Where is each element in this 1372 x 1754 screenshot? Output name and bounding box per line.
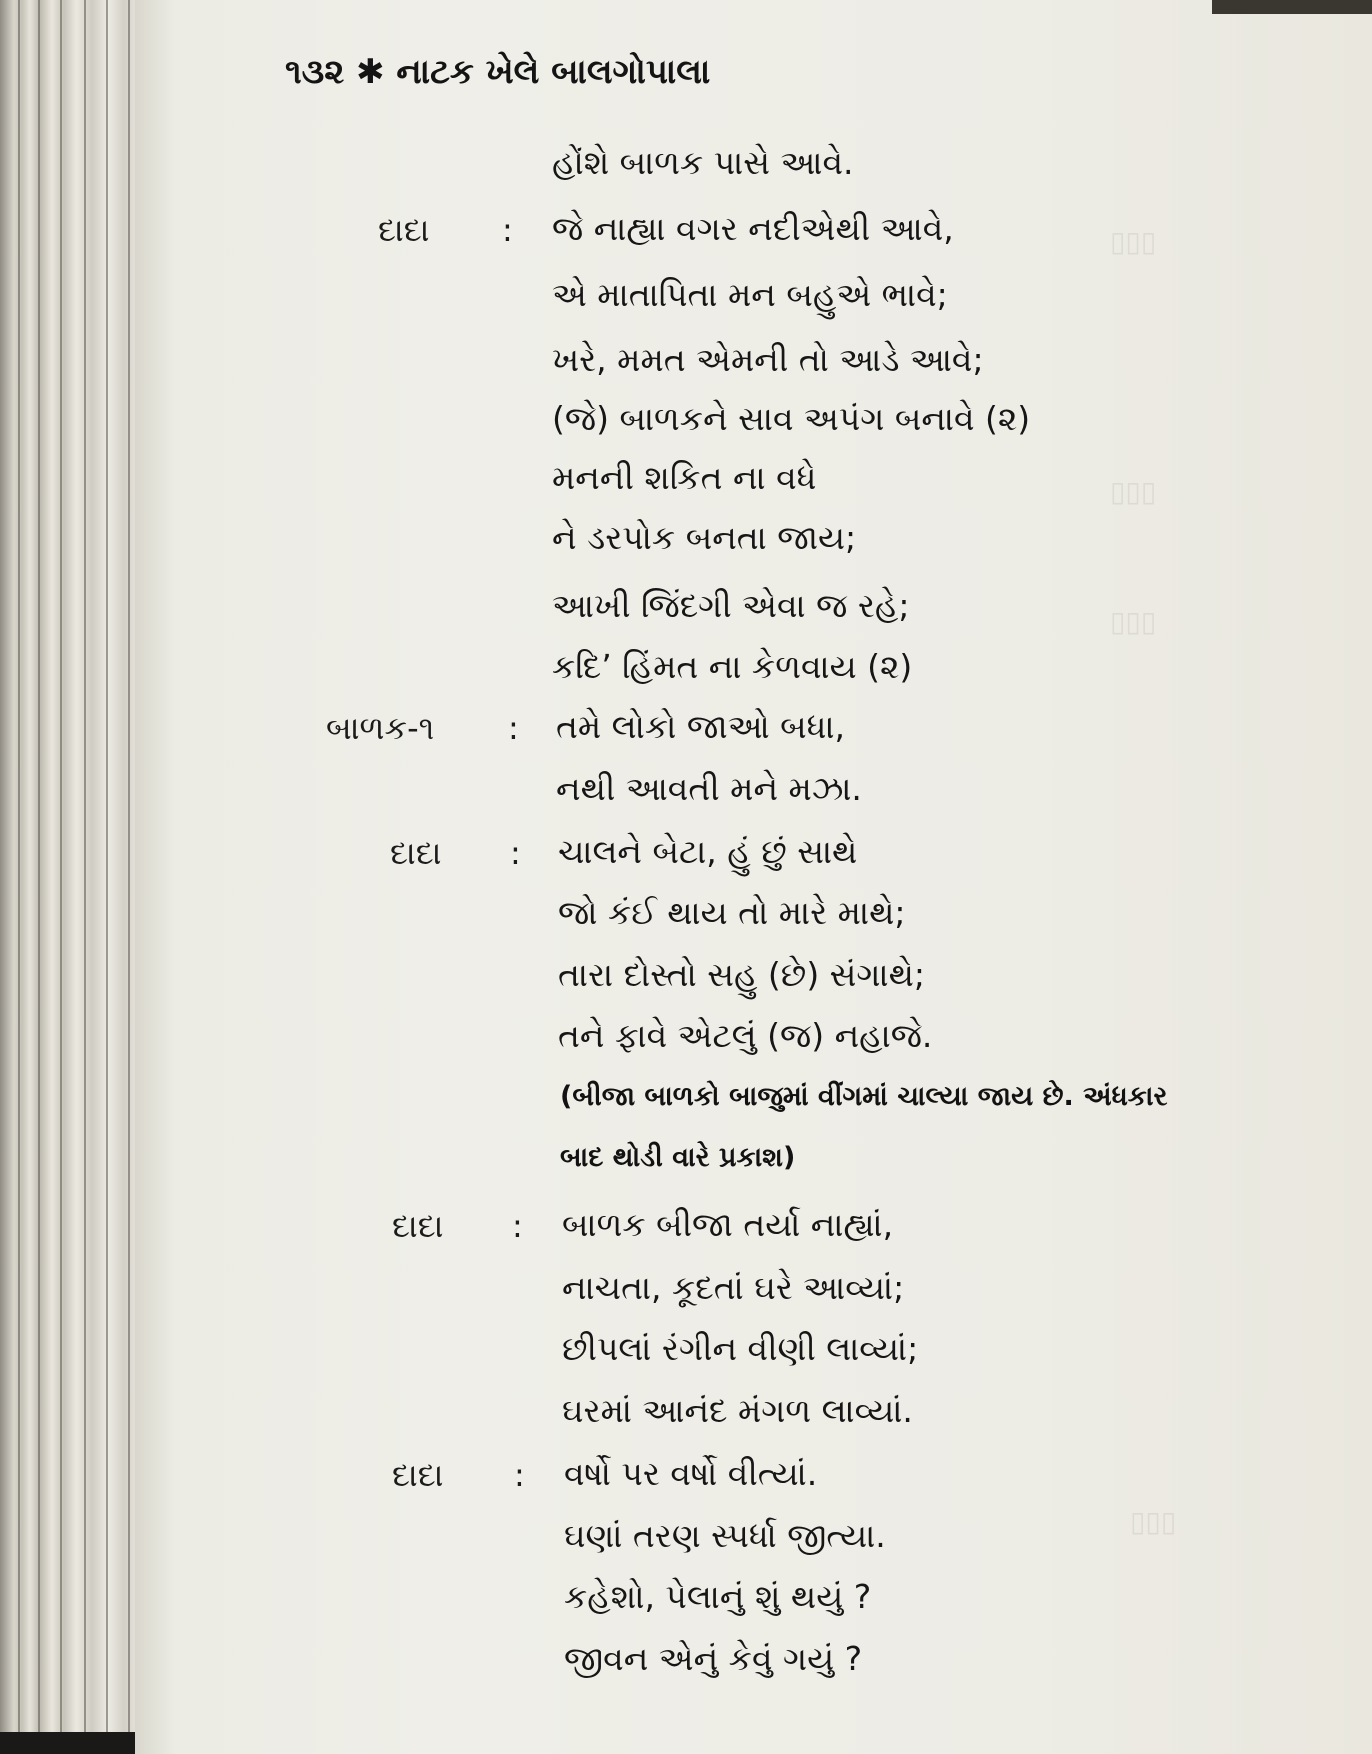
stage-direction: બાદ થોડી વારે પ્રકાશ) [560,1142,796,1173]
verse-line: ઘરમાં આનંદ મંગળ લાવ્યાં. [562,1391,913,1430]
page-edge-line [128,0,130,1754]
verse-line: બાળક બીજા તર્યા નાહ્યાં, [562,1205,894,1244]
bleed-through-mark: ▯▯▯ [1110,475,1157,508]
top-corner-shadow [1212,0,1372,14]
bleed-through-mark: ▯▯▯ [1110,225,1157,258]
speaker-label: દાદા [392,1456,444,1494]
verse-line: કદિ’ હિંમત ના કેળવાય (૨) [552,647,913,686]
speaker-colon: : [512,1207,523,1245]
bleed-through-mark: ▯▯▯ [1110,605,1157,638]
verse-line: ખરે, મમત એમની તો આડે આવે; [552,340,984,379]
verse-line: કહેશો, પેલાનું શું થયું ? [564,1577,872,1616]
speaker-label: બાળક-૧ [326,709,435,747]
verse-line: વર્ષો પર વર્ષો વીત્યાં. [564,1454,818,1493]
verse-line: જે નાહ્યા વગર નદીએથી આવે, [552,209,954,248]
verse-line: તમે લોકો જાઓ બધા, [556,707,846,746]
page-edge-line [38,0,40,1754]
stage-direction: (બીજા બાળકો બાજુમાં વીંગમાં ચાલ્યા જાય છે. અંધકાર [560,1081,1168,1112]
verse-line: તારા દોસ્તો સહુ (છે) સંગાથે; [558,955,926,994]
verse-line: હોંશે બાળક પાસે આવે. [552,143,854,182]
verse-line: તને ફાવે એટલું (જ) નહાજે. [558,1016,933,1055]
speaker-colon: : [514,1456,525,1494]
verse-line: ને ડરપોક બનતા જાય; [552,518,857,557]
verse-line: ઘણાં તરણ સ્પર્ધા જીત્યા. [564,1516,886,1555]
speaker-colon: : [510,834,521,872]
page-edge-line [60,0,62,1754]
page-edge-line [18,0,20,1754]
verse-line: જો કંઈ થાય તો મારે માથે; [558,893,906,932]
verse-line: છીપલાં રંગીન વીણી લાવ્યાં; [562,1329,919,1368]
speaker-label: દાદા [378,211,430,249]
verse-line: (જે) બાળકને સાવ અપંગ બનાવે (૨) [552,399,1031,438]
verse-line: આખી જિંદગી એવા જ રહે; [552,586,910,625]
speaker-colon: : [508,709,519,747]
verse-line: એ માતાપિતા મન બહુએ ભાવે; [552,275,948,314]
speaker-colon: : [502,211,513,249]
verse-line: ચાલને બેટા, હું છું સાથે [558,832,858,871]
page-edge-line [106,0,108,1754]
verse-line: નથી આવતી મને મઝા. [556,769,862,808]
verse-line: નાચતા, કૂદતાં ઘરે આવ્યાં; [562,1268,905,1307]
speaker-label: દાદા [392,1207,444,1245]
bleed-through-mark: ▯▯▯ [1130,1505,1177,1538]
page-edge-line [84,0,86,1754]
page-header-title: ૧૩૨ ✱ નાટક ખેલે બાલગોપાલા [285,52,711,92]
verse-line: મનની શકિત ના વધે [552,458,817,497]
speaker-label: દાદા [390,834,442,872]
verse-line: જીવન એનું કેવું ગયું ? [564,1639,863,1678]
